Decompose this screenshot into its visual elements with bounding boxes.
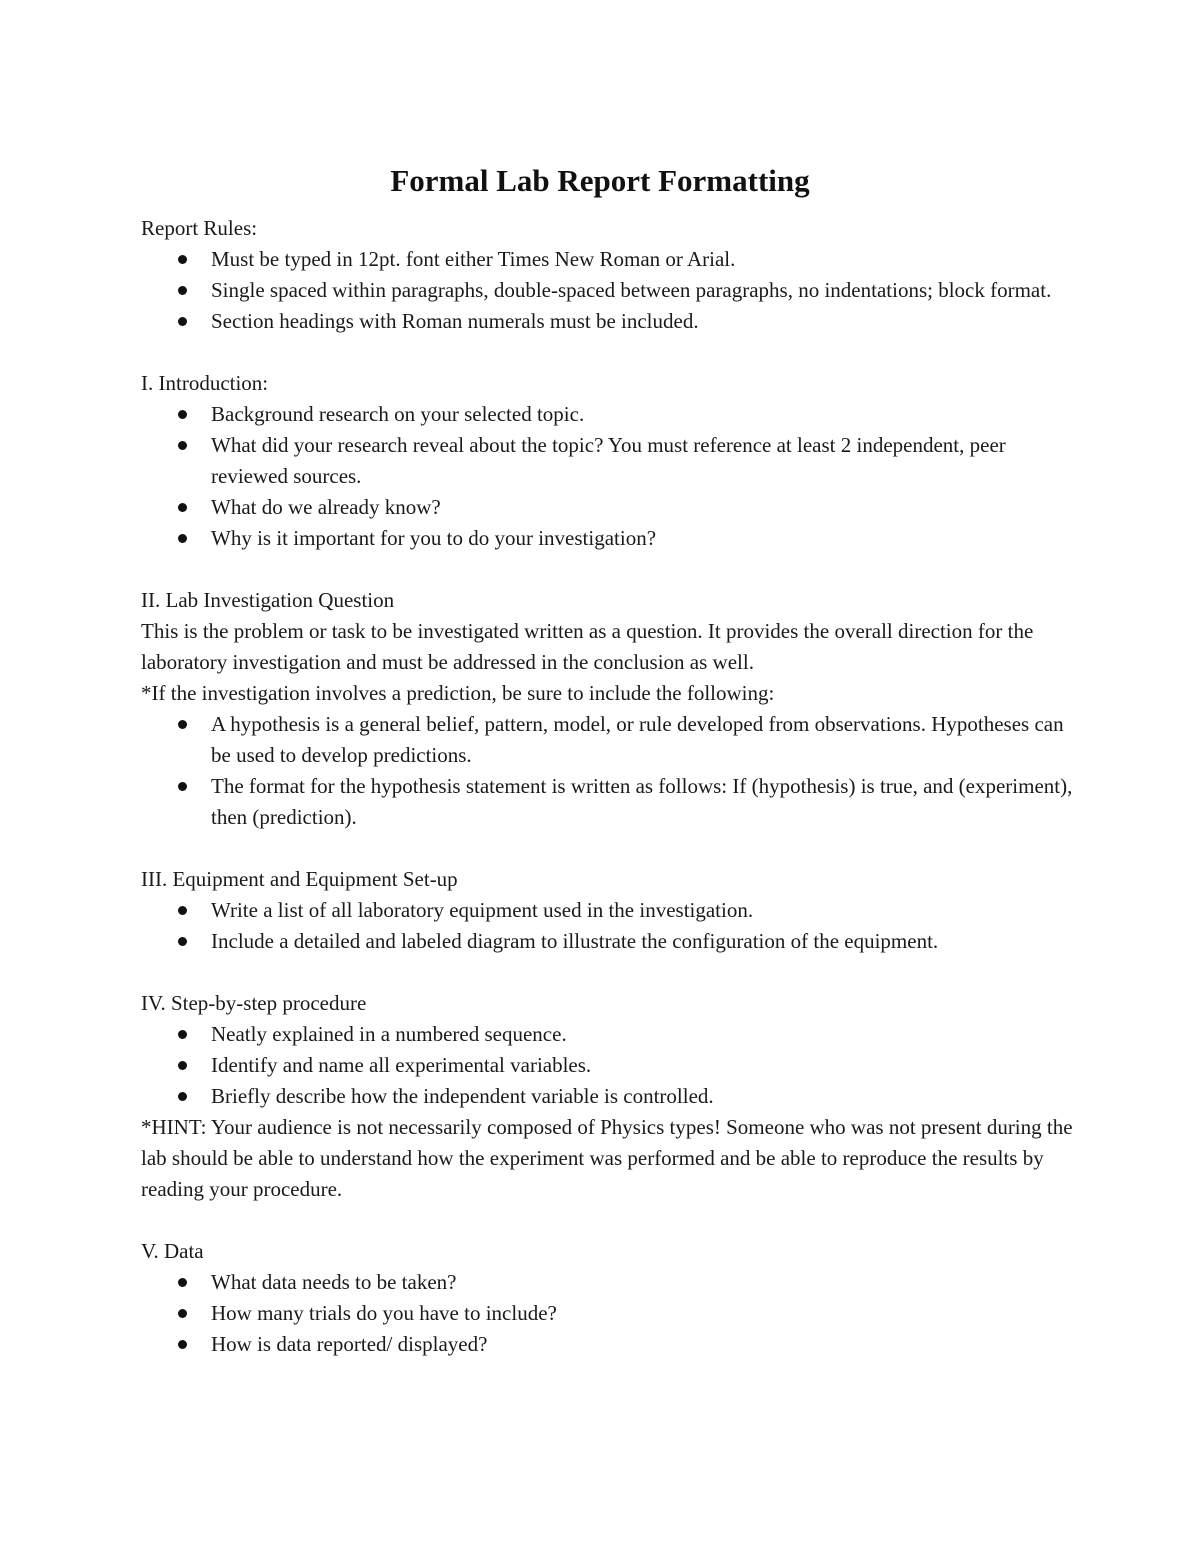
list-item bbox=[141, 1329, 1081, 1360]
bullet-list bbox=[141, 244, 1081, 337]
list-item-text: Neatly explained in a numbered sequence. bbox=[211, 1022, 567, 1046]
list-item-text: Single spaced within paragraphs, double-spaced between paragraphs, no indentations; block format. bbox=[211, 278, 1052, 302]
list-item-text: Include a detailed and labeled diagram to illustrate the configuration of the equipment. bbox=[211, 929, 939, 953]
section-introduction bbox=[141, 368, 1081, 554]
section-heading: I. Introduction: bbox=[141, 371, 269, 395]
list-item bbox=[141, 492, 1081, 523]
bullet-icon bbox=[178, 441, 187, 450]
list-item bbox=[141, 430, 1081, 492]
bullet-icon bbox=[178, 1061, 187, 1070]
list-item bbox=[141, 523, 1081, 554]
bullet-icon bbox=[178, 286, 187, 295]
bullet-icon bbox=[178, 1092, 187, 1101]
bullet-icon bbox=[178, 534, 187, 543]
paragraph: This is the problem or task to be investigated written as a question. It provides the overall direction for the laboratory investigation and must be addressed in the conclusion as well. bbox=[141, 619, 1034, 674]
list-item-text: What do we already know? bbox=[211, 495, 441, 519]
bullet-icon bbox=[178, 1340, 187, 1349]
list-item bbox=[141, 275, 1081, 306]
list-item-text: Identify and name all experimental variables. bbox=[211, 1053, 592, 1077]
list-item bbox=[141, 399, 1081, 430]
list-item-text: Section headings with Roman numerals must be included. bbox=[211, 309, 699, 333]
list-item bbox=[141, 306, 1081, 337]
section-lab-investigation-question bbox=[141, 585, 1081, 833]
bullet-icon bbox=[178, 782, 187, 791]
section-data bbox=[141, 1236, 1081, 1360]
list-item-text: How many trials do you have to include? bbox=[211, 1301, 557, 1325]
list-item bbox=[141, 1081, 1081, 1112]
document-body bbox=[141, 213, 1081, 1391]
list-item-text: Briefly describe how the independent variable is controlled. bbox=[211, 1084, 714, 1108]
list-item-text: What data needs to be taken? bbox=[211, 1270, 457, 1294]
list-item bbox=[141, 1298, 1081, 1329]
document-title: Formal Lab Report Formatting bbox=[390, 162, 810, 198]
list-item-text: A hypothesis is a general belief, pattern, model, or rule developed from observations. Hypotheses can be used to develop predictions. bbox=[211, 712, 1064, 767]
bullet-icon bbox=[178, 503, 187, 512]
bullet-icon bbox=[178, 410, 187, 419]
list-item bbox=[141, 926, 1081, 957]
list-item-text: What did your research reveal about the topic? You must reference at least 2 independent, peer reviewed sources. bbox=[211, 433, 1006, 488]
bullet-list bbox=[141, 895, 1081, 957]
list-item bbox=[141, 771, 1081, 833]
section-procedure bbox=[141, 988, 1081, 1205]
bullet-icon bbox=[178, 1030, 187, 1039]
list-item bbox=[141, 1019, 1081, 1050]
bullet-icon bbox=[178, 906, 187, 915]
section-heading: II. Lab Investigation Question bbox=[141, 588, 395, 612]
list-item-text: Background research on your selected topic. bbox=[211, 402, 585, 426]
bullet-icon bbox=[178, 1309, 187, 1318]
bullet-list bbox=[141, 1267, 1081, 1360]
bullet-icon bbox=[178, 255, 187, 264]
list-item bbox=[141, 709, 1081, 771]
section-heading: III. Equipment and Equipment Set-up bbox=[141, 867, 458, 891]
bullet-list bbox=[141, 1019, 1081, 1112]
list-item bbox=[141, 244, 1081, 275]
list-item bbox=[141, 1050, 1081, 1081]
bullet-icon bbox=[178, 317, 187, 326]
hint-paragraph: *HINT: Your audience is not necessarily composed of Physics types! Someone who was not present during the lab should be able to understand how the experiment was performed and be able to reproduce the results by reading your procedure. bbox=[141, 1115, 1073, 1201]
paragraph: *If the investigation involves a prediction, be sure to include the following: bbox=[141, 681, 775, 705]
bullet-list bbox=[141, 399, 1081, 554]
section-equipment bbox=[141, 864, 1081, 957]
bullet-icon bbox=[178, 1278, 187, 1287]
list-item-text: The format for the hypothesis statement is written as follows: If (hypothesis) is true, and (experiment), then (prediction). bbox=[211, 774, 1073, 829]
section-heading: V. Data bbox=[141, 1239, 204, 1263]
section-heading: IV. Step-by-step procedure bbox=[141, 991, 367, 1015]
bullet-list bbox=[141, 709, 1081, 833]
section-report-rules bbox=[141, 213, 1081, 337]
section-heading: Report Rules: bbox=[141, 216, 258, 240]
bullet-icon bbox=[178, 720, 187, 729]
bullet-icon bbox=[178, 937, 187, 946]
list-item bbox=[141, 895, 1081, 926]
list-item bbox=[141, 1267, 1081, 1298]
list-item-text: How is data reported/ displayed? bbox=[211, 1332, 488, 1356]
list-item-text: Must be typed in 12pt. font either Times New Roman or Arial. bbox=[211, 247, 736, 271]
list-item-text: Why is it important for you to do your investigation? bbox=[211, 526, 657, 550]
list-item-text: Write a list of all laboratory equipment used in the investigation. bbox=[211, 898, 754, 922]
